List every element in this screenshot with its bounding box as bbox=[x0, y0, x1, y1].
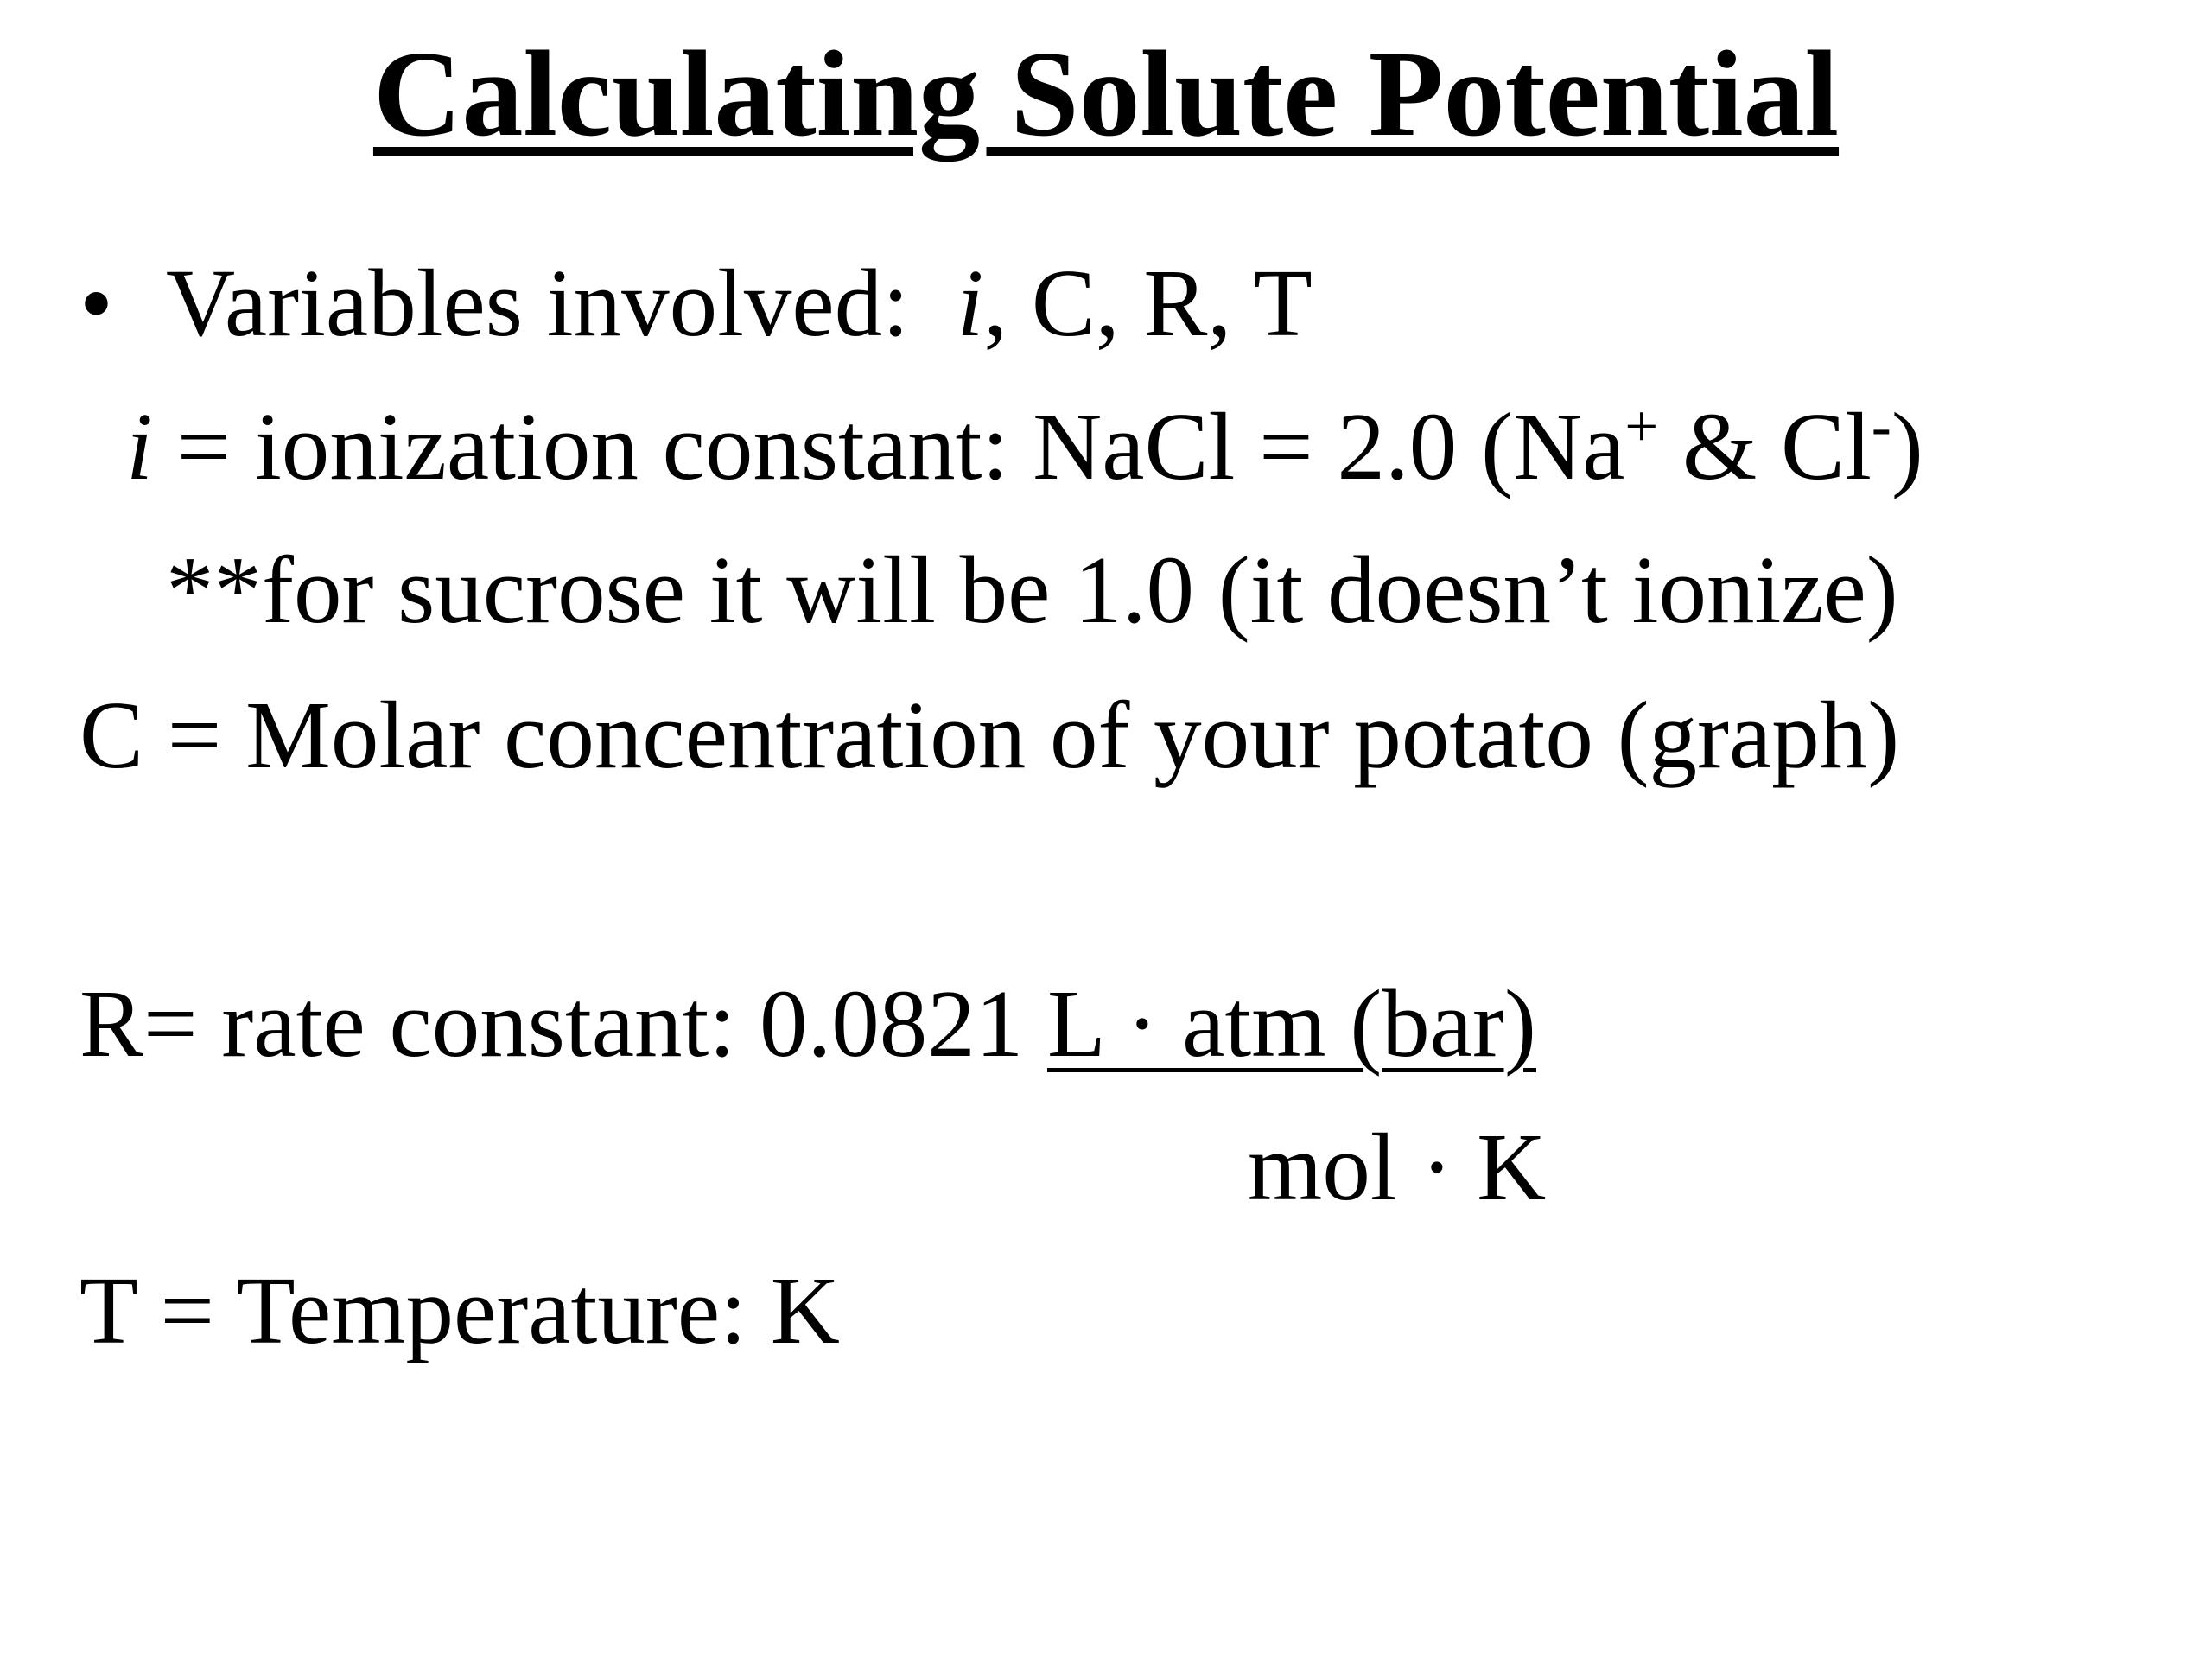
variables-label: Variables involved: bbox=[166, 251, 910, 357]
rate-constant-prefix: R= rate constant: 0.0821 bbox=[79, 971, 1047, 1077]
ionization-text: = ionization constant: NaCl = 2.0 (Na bbox=[152, 394, 1625, 500]
concentration-line: C = Molar concentration of your potato (graph) bbox=[79, 683, 1900, 789]
ionization-line bbox=[126, 393, 1923, 500]
ionization-end: ) bbox=[1891, 394, 1923, 500]
rate-constant-line bbox=[79, 971, 1536, 1077]
cl-charge: - bbox=[1871, 393, 1891, 460]
rate-constant-denominator: mol · K bbox=[1248, 1115, 1547, 1221]
ionization-mid: & Cl bbox=[1658, 394, 1872, 500]
temperature-line: T = Temperature: K bbox=[79, 1258, 840, 1364]
variables-line bbox=[166, 251, 1313, 357]
variable-i: i bbox=[957, 251, 984, 357]
sucrose-note: **for sucrose it will be 1.0 (it doesn’t ionize) bbox=[166, 537, 1898, 644]
variables-rest: , C, R, T bbox=[983, 251, 1313, 357]
slide-title: Calculating Solute Potential bbox=[372, 25, 1840, 162]
na-charge: + bbox=[1624, 393, 1659, 460]
ionization-i: i bbox=[126, 394, 153, 500]
bullet-icon: • bbox=[79, 251, 113, 357]
rate-constant-numerator: L · atm (bar) bbox=[1046, 971, 1536, 1077]
